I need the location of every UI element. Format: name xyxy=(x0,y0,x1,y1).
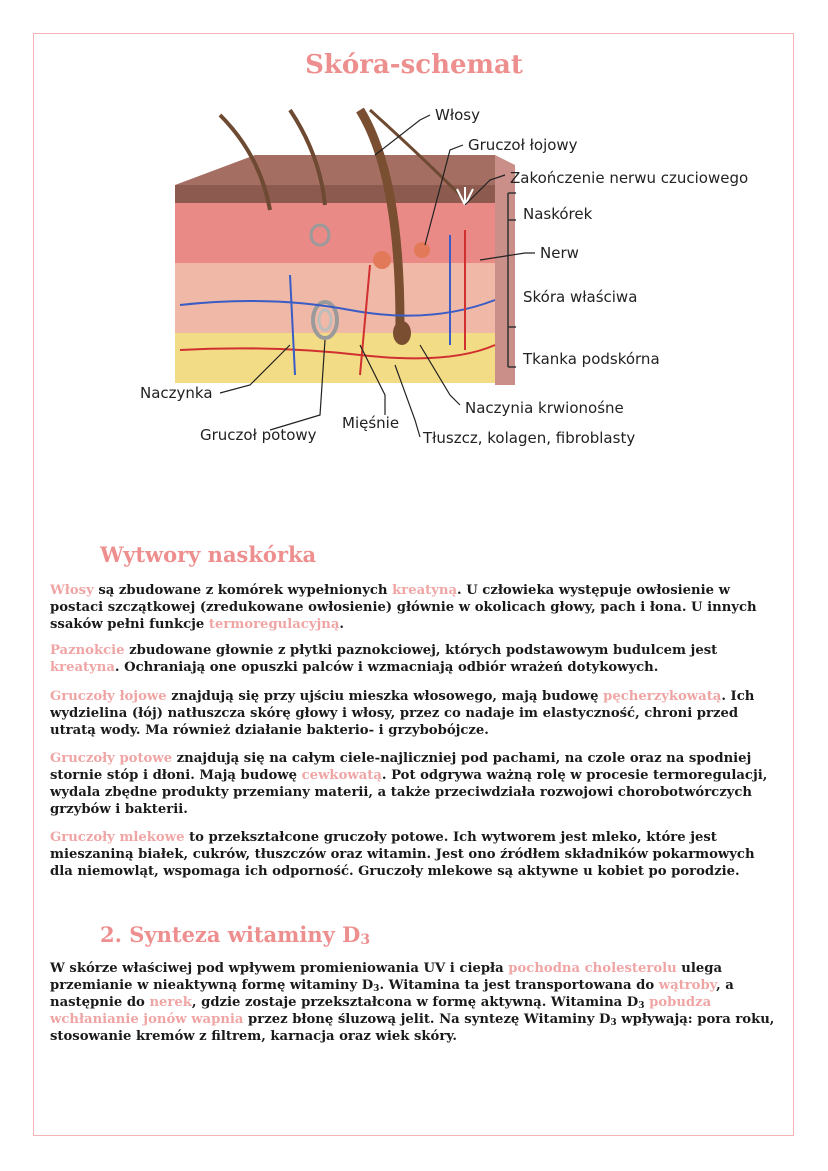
text: . Ochraniają one opuszki palców i wzmacniają odbiór wrażeń dotykowych. xyxy=(114,660,659,675)
term-pochodna-cholesterolu: pochodna cholesterolu xyxy=(508,961,677,976)
section-heading-wytwory: Wytwory naskórka xyxy=(100,542,317,567)
paragraph-paznokcie xyxy=(50,642,780,676)
term-paznokcie: Paznokcie xyxy=(50,643,125,658)
paragraph-wlosy xyxy=(50,582,780,633)
term-termoregulacyjna: termoregulacyjną xyxy=(208,617,340,632)
label-skora-wlasciwa: Skóra właściwa xyxy=(523,288,638,306)
label-naczynia-krwionosne: Naczynia krwionośne xyxy=(465,399,624,417)
label-tluszcz: Tłuszcz, kolagen, fibroblasty xyxy=(423,429,636,447)
text: . xyxy=(339,617,344,632)
text: . Pot odgrywa ważną rolę w procesie termoregulacji, wydala zbędne produkty przemiany materii, a także przeciwdziała rozwojowi chorobotwórczych grzybów i bakterii. xyxy=(50,768,768,817)
label-tkanka-podskorna: Tkanka podskórna xyxy=(523,350,660,368)
text: to przekształcone gruczoły potowe. Ich wytworem jest mleko, które jest mieszaniną białek, cukrów, tłuszczów oraz witamin. Jest ono źródłem składników pokarmowych dla niemowląt, wspomaga ich odporność. Gruczoły mlekowe są aktywne u kobiet po porodzie. xyxy=(50,830,755,879)
term-gruczoly-lojowe: Gruczoły łojowe xyxy=(50,689,167,704)
subscript: 3 xyxy=(610,1018,617,1028)
text: są zbudowane z komórek wypełnionych xyxy=(93,583,393,598)
label-wlosy: Włosy xyxy=(435,106,480,124)
label-nerw: Nerw xyxy=(540,244,579,262)
term-gruczoly-potowe: Gruczoły potowe xyxy=(50,751,173,766)
page-title: Skóra-schemat xyxy=(305,50,523,80)
term-cewkowata: cewkowatą xyxy=(301,768,382,783)
subscript: 3 xyxy=(373,984,380,994)
subscript: 3 xyxy=(638,1001,645,1011)
text: . Witamina ta jest transportowana do xyxy=(379,978,659,993)
label-gruczol-potowy: Gruczoł potowy xyxy=(200,426,317,444)
label-naczynka: Naczynka xyxy=(140,384,213,402)
text: . U człowieka występuje owłosienie w postaci szczątkowej (zredukowane owłosienie) głównie w okolicach głowy, pach i łona. U innych ssaków pełni funkcje xyxy=(50,583,757,632)
label-miesnie: Mięśnie xyxy=(342,414,400,432)
text: znajdują się na całym ciele-najliczniej pod pachami, na czole oraz na spodniej stornie stóp i dłoni. Mają budowę xyxy=(50,751,752,783)
paragraph-gruczoly-lojowe xyxy=(50,688,780,739)
term-gruczoly-mlekowe: Gruczoły mlekowe xyxy=(50,830,185,845)
term-kreatyna: kreatyna xyxy=(50,660,115,675)
text: , gdzie zostaje przekształcona w formę aktywną. Witamina D xyxy=(191,995,639,1010)
text: wpływają: pora roku, stosowanie kremów z filtrem, karnacja oraz wiek skóry. xyxy=(50,1012,775,1044)
text: . Ich wydzielina (łój) natłuszcza skórę głowy i włosy, przez co nadaje im elastyczność, chroni przed utratą wody. Ma również działanie bakterio- i grzybobójcze. xyxy=(50,689,755,738)
skin-block-illustration xyxy=(175,110,515,385)
text: W skórze właściwej pod wpływem promieniowania UV i ciepła xyxy=(50,961,509,976)
paragraph-gruczoly-potowe xyxy=(50,750,780,818)
text: znajdują się przy ujściu mieszka włosowego, mają budowę xyxy=(166,689,604,704)
text: zbudowane głownie z płytki paznokciowej, których podstawowym budulcem jest xyxy=(124,643,718,658)
heading-text: 2. Synteza witaminy D xyxy=(100,922,361,947)
term-pecherzykowata: pęcherzykowatą xyxy=(603,689,722,704)
label-gruczol-lojowy: Gruczoł łojowy xyxy=(468,136,578,154)
term-wlosy: Włosy xyxy=(50,583,94,598)
paragraph-gruczoly-mlekowe xyxy=(50,829,780,880)
text: ulega przemianie w nieaktywną formę witaminy D xyxy=(50,961,723,993)
term-kreatyna: kreatyną xyxy=(392,583,458,598)
paragraph-synteza xyxy=(50,960,780,1045)
term-nerek: nerek xyxy=(149,995,192,1010)
skin-diagram xyxy=(120,95,760,495)
text: , a następnie do xyxy=(50,978,734,1010)
heading-subscript: 3 xyxy=(360,932,371,948)
section-heading-synteza xyxy=(100,922,370,947)
text: przez błonę śluzową jelit. Na syntezę Witaminy D xyxy=(243,1012,611,1027)
label-zakonczenie-nerwu: Zakończenie nerwu czuciowego xyxy=(510,169,749,187)
label-naskorek: Naskórek xyxy=(523,205,593,223)
term-watroby: wątroby xyxy=(658,978,717,993)
term-pobudza-wchlanianie: pobudza wchłanianie jonów wapnia xyxy=(50,995,712,1027)
